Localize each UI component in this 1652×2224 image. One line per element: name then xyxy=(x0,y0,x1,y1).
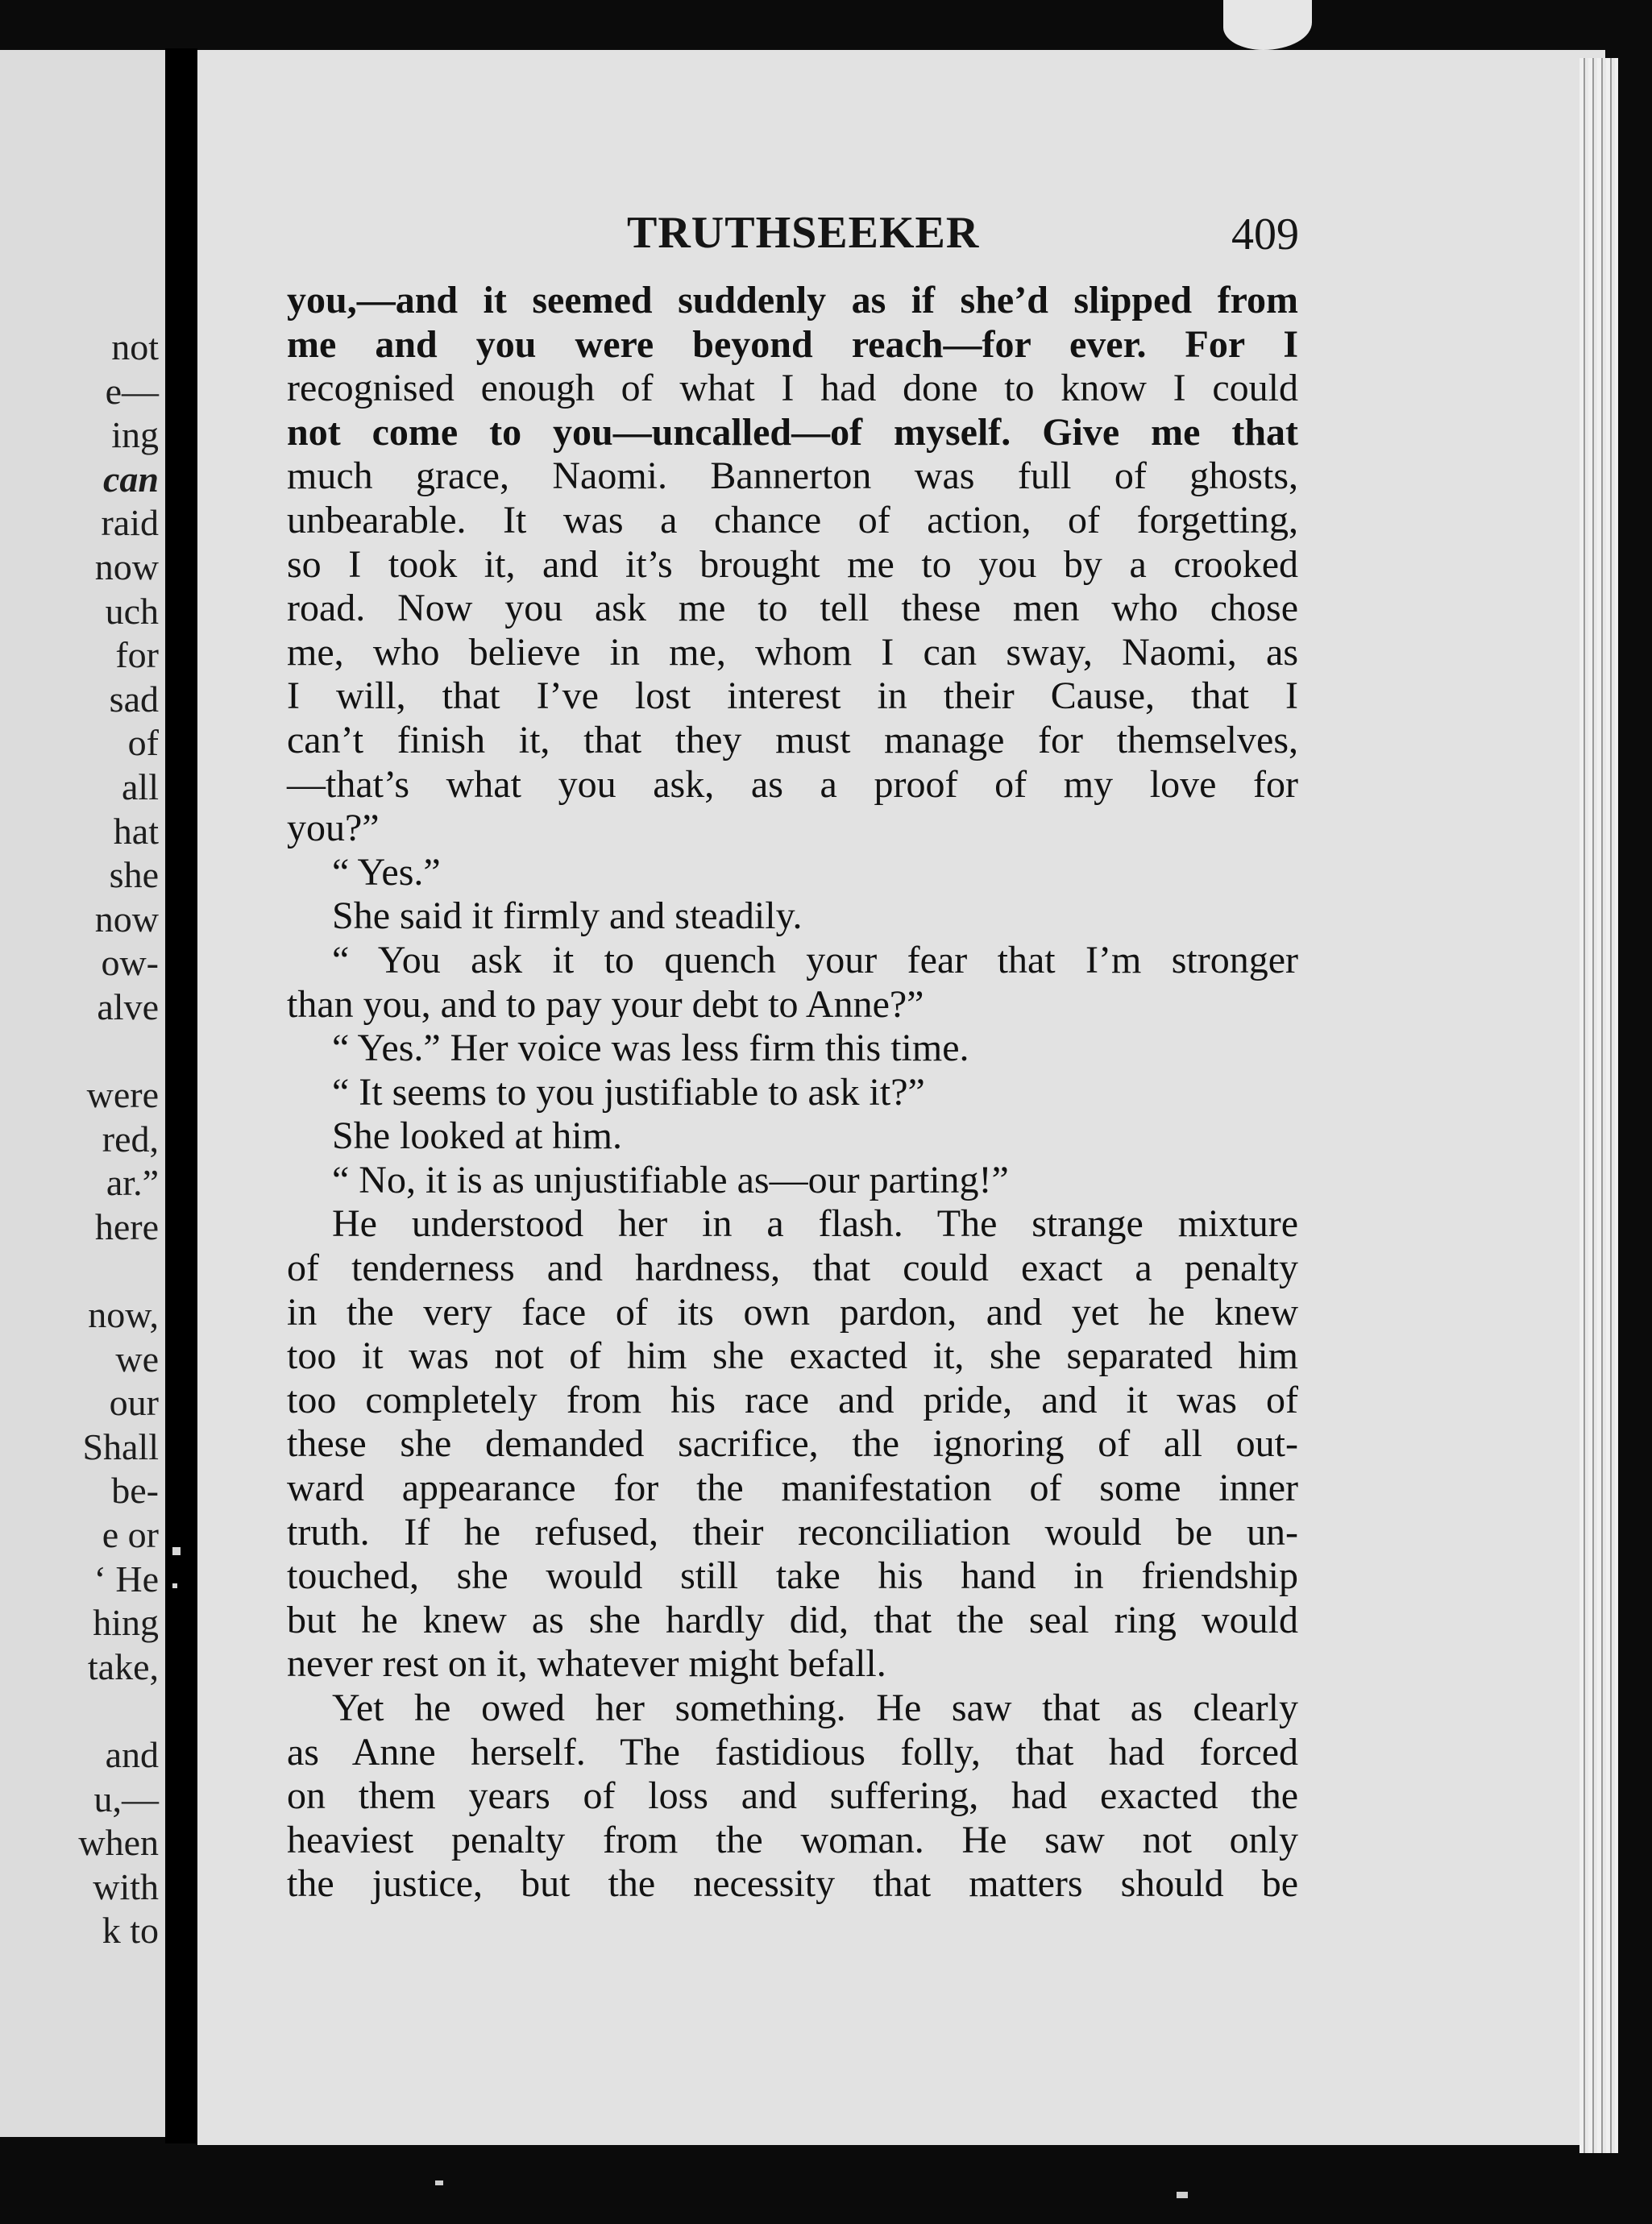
text-line: Yet he owed her something. He saw that as clearly xyxy=(332,1687,1298,1729)
facing-line xyxy=(0,1689,159,1733)
facing-line: red, xyxy=(102,1118,159,1160)
facing-line: take, xyxy=(87,1645,159,1687)
facing-line: uch xyxy=(105,590,159,632)
facing-line: hing xyxy=(93,1602,159,1644)
text-line: unbearable. It was a chance of action, of forgetting, xyxy=(287,498,1298,541)
facing-line: ar.” xyxy=(106,1162,159,1204)
facing-line: now xyxy=(94,898,159,940)
facing-line: all xyxy=(122,766,159,807)
facing-line: and xyxy=(105,1734,159,1775)
text-line: She said it firmly and steadily. xyxy=(332,894,803,938)
facing-line: raid xyxy=(101,502,159,544)
text-line: —that’s what you ask, as a proof of my love for xyxy=(287,762,1298,806)
text-line: as Anne herself. The fastidious folly, that had forced xyxy=(287,1730,1298,1774)
facing-line: she xyxy=(109,854,159,896)
text-line: too it was not of him she exacted it, she separated him xyxy=(287,1334,1298,1378)
text-line: these she demanded sacrifice, the ignoring of all out- xyxy=(287,1422,1298,1466)
body-text xyxy=(287,279,1298,1907)
facing-line: our xyxy=(109,1382,159,1424)
gutter-speck xyxy=(172,1547,181,1555)
facing-line: here xyxy=(94,1205,159,1247)
text-line: recognised enough of what I had done to know I could xyxy=(287,367,1298,410)
text-line: so I took it, and it’s brought me to you by a crooked xyxy=(287,542,1298,586)
text-line: touched, she would still take his hand in friendship xyxy=(287,1554,1298,1598)
text-line: “ No, it is as unjustifiable as—our parting!” xyxy=(332,1158,1009,1201)
book-gutter xyxy=(165,48,197,2143)
text-line: can’t finish it, that they must manage for themselves, xyxy=(287,718,1298,761)
scan-speckle xyxy=(1177,2192,1188,2198)
text-line: “ It seems to you justifiable to ask it?” xyxy=(332,1070,925,1114)
facing-line: when xyxy=(78,1822,159,1864)
text-line: much grace, Naomi. Bannerton was full of ghosts, xyxy=(287,454,1298,498)
text-line: than you, and to pay your debt to Anne?” xyxy=(287,982,924,1026)
facing-line: k to xyxy=(102,1910,159,1952)
text-line: I will, that I’ve lost interest in their Cause, that I xyxy=(287,674,1298,718)
facing-line: can xyxy=(103,458,159,500)
text-line: in the very face of its own pardon, and yet he knew xyxy=(287,1290,1298,1334)
facing-line: u,— xyxy=(93,1778,159,1819)
text-line: “ Yes.” xyxy=(332,850,441,894)
text-line: She looked at him. xyxy=(332,1114,622,1158)
facing-line: be- xyxy=(111,1470,159,1512)
text-line: “ Yes.” Her voice was less firm this time. xyxy=(332,1027,969,1070)
text-line: me and you were beyond reach—for ever. For I xyxy=(287,322,1298,366)
facing-line: of xyxy=(127,722,159,764)
running-title: TRUTHSEEKER xyxy=(627,208,980,258)
facing-line: with xyxy=(93,1865,159,1907)
paper-blot xyxy=(1223,0,1312,50)
text-line: road. Now you ask me to tell these men who chose xyxy=(287,587,1298,630)
text-line: “ You ask it to quench your fear that I’m stronger xyxy=(332,938,1298,981)
page-edges xyxy=(1579,58,1618,2153)
facing-line: e— xyxy=(105,370,159,412)
text-line: you?” xyxy=(287,807,380,850)
text-line: of tenderness and hardness, that could exact a penalty xyxy=(287,1247,1298,1290)
text-line: ward appearance for the manifestation of some inner xyxy=(287,1467,1298,1510)
facing-line: Shall xyxy=(82,1425,159,1467)
facing-line: ing xyxy=(111,414,159,456)
facing-page xyxy=(0,50,173,2137)
facing-line: ow- xyxy=(101,942,159,984)
facing-line: now, xyxy=(88,1294,159,1336)
page-number: 409 xyxy=(1231,210,1299,259)
text-line: but he knew as she hardly did, that the seal ring would xyxy=(287,1598,1298,1641)
facing-line: e or xyxy=(102,1514,159,1556)
page-header xyxy=(0,201,1652,266)
facing-line: not xyxy=(111,326,159,367)
text-line: heaviest penalty from the woman. He saw not only xyxy=(287,1818,1298,1861)
text-line: never rest on it, whatever might befall. xyxy=(287,1642,886,1686)
scan-speckle xyxy=(435,2180,443,2185)
text-line: not come to you—uncalled—of myself. Give me that xyxy=(287,410,1298,454)
facing-line xyxy=(0,1030,159,1074)
text-line: truth. If he refused, their reconciliation would be un- xyxy=(287,1510,1298,1554)
facing-page-text xyxy=(0,326,159,1953)
text-line: the justice, but the necessity that matters should be xyxy=(287,1862,1298,1906)
facing-line: hat xyxy=(113,810,159,852)
facing-line xyxy=(0,1249,159,1293)
facing-line: were xyxy=(86,1074,159,1116)
text-line: on them years of loss and suffering, had exacted the xyxy=(287,1774,1298,1818)
gutter-speck xyxy=(172,1583,177,1588)
facing-line: ‘ He xyxy=(93,1558,159,1600)
text-line: too completely from his race and pride, and it was of xyxy=(287,1378,1298,1421)
facing-line: we xyxy=(115,1338,159,1380)
facing-line: alve xyxy=(97,985,159,1027)
text-line: you,—and it seemed suddenly as if she’d slipped from xyxy=(287,279,1298,322)
text-line: He understood her in a flash. The strange mixture xyxy=(332,1202,1298,1246)
text-line: me, who believe in me, whom I can sway, Naomi, as xyxy=(287,630,1298,674)
facing-line: sad xyxy=(109,678,159,720)
facing-line: now xyxy=(94,546,159,587)
facing-line: for xyxy=(115,634,159,676)
